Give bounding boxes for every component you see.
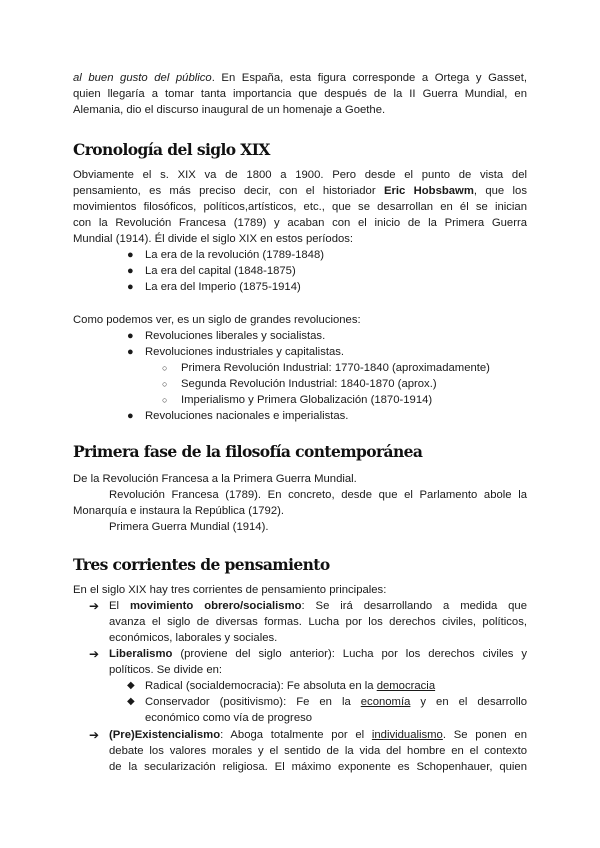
list-item: ● La era del Imperio (1875-1914) [127,281,301,293]
arrow-icon: ➔ [89,647,100,661]
corrientes-intro: En el siglo XIX hay tres corrientes de pensamiento principales: [73,584,387,596]
intro-italic: al buen gusto del público [73,72,212,84]
list-item: ● Revoluciones nacionales e imperialistas. [127,410,349,422]
liberalismo-sub-conservador: ◆ Conservador (positivismo): Fe en la economía y en el desarrollo económico como vía de progreso [127,696,528,724]
diamond-bullet-icon: ◆ [127,696,135,707]
heading-primera-fase: Primera fase de la filosofía contemporánea [73,442,423,461]
sub-list-item: ○ Segunda Revolución Industrial: 1840-1870 (aprox.) [162,378,437,390]
bullet-icon: ● [127,346,134,358]
list-item: ● La era del capital (1848-1875) [127,265,296,277]
intro-paragraph: al buen gusto del público. En España, esta figura corresponde a Ortega y Gasset, quien llegaría a tomar tanta importancia que después de la II Guerra Mundial, en Alemania, dio el discurso inaugural de un homenaje a Goethe. [73,72,527,116]
liberalismo-sub-radical: ◆ Radical (socialdemocracia): Fe absoluta en la democracia [127,680,436,692]
corriente-existencialismo: ➔ (Pre)Existencialismo: Aboga totalmente por el individualismo. Se ponen en debate los valores morales y el sentido de la vida del hombre en el contexto de la secularización religiosa. El máximo exponente es Schopenhauer, quien [89,728,527,773]
link-economia[interactable]: economía [360,696,411,708]
bullet-icon: ● [127,281,134,293]
circle-bullet-icon: ○ [162,379,168,389]
sub-list-item: ○ Primera Revolución Industrial: 1770-1840 (aproximadamente) [162,362,490,374]
list-item: ● Revoluciones industriales y capitalistas. [127,346,345,358]
arrow-icon: ➔ [89,728,100,742]
bullet-icon: ● [127,410,134,422]
link-individualismo[interactable]: individualismo [371,729,443,741]
circle-bullet-icon: ○ [162,395,168,405]
primera-fase-paragraph: De la Revolución Francesa a la Primera Guerra Mundial. Revolución Francesa (1789). En concreto, desde que el Parlamento abole la Monarquía e instaura la República (1792). Primera Guerra Mundial (1914). [73,473,527,533]
arrow-icon: ➔ [89,599,100,613]
sub-list-item: ○ Imperialismo y Primera Globalización (1870-1914) [162,394,433,406]
heading-tres-corrientes: Tres corrientes de pensamiento [73,555,330,574]
bullet-icon: ● [127,330,134,342]
diamond-bullet-icon: ◆ [127,680,135,691]
cronologia-paragraph: Obviamente el s. XIX va de 1800 a 1900. Pero desde el punto de vista del pensamiento, es más preciso decir, con el historiador Eric Hobsbawm, que los movimientos filosóficos, políticos,artísticos, etc., que se desarrollan en él se inician con la Revolución Francesa (1789) y acaban con el inicio de la Primera Guerra Mundial (1914). Él divide el siglo XIX en estos períodos: [73,169,527,245]
link-democracia[interactable]: democracia [376,680,436,692]
periods-list [0,247,600,295]
hobsbawm-name: Eric Hobsbawm [383,185,474,197]
bullet-icon: ● [127,265,134,277]
list-item: ● La era de la revolución (1789-1848) [127,249,324,261]
corriente-liberalismo: ➔ Liberalismo (proviene del siglo anterior): Lucha por los derechos civiles y políticos. Se divide en: [89,647,527,676]
heading-cronologia: Cronología del siglo XIX [73,140,270,159]
circle-bullet-icon: ○ [162,363,168,373]
list-item: ● Revoluciones liberales y socialistas. [127,330,326,342]
revoluciones-list [0,328,600,424]
revoluciones-intro: Como podemos ver, es un siglo de grandes revoluciones: [73,314,361,326]
bullet-icon: ● [127,249,134,261]
corriente-socialismo: ➔ El movimiento obrero/socialismo: Se irá desarrollando a medida que avanza el siglo de diversas formas. Lucha por los derechos civiles, políticos, económicos, laborales y sociales. [89,599,527,644]
